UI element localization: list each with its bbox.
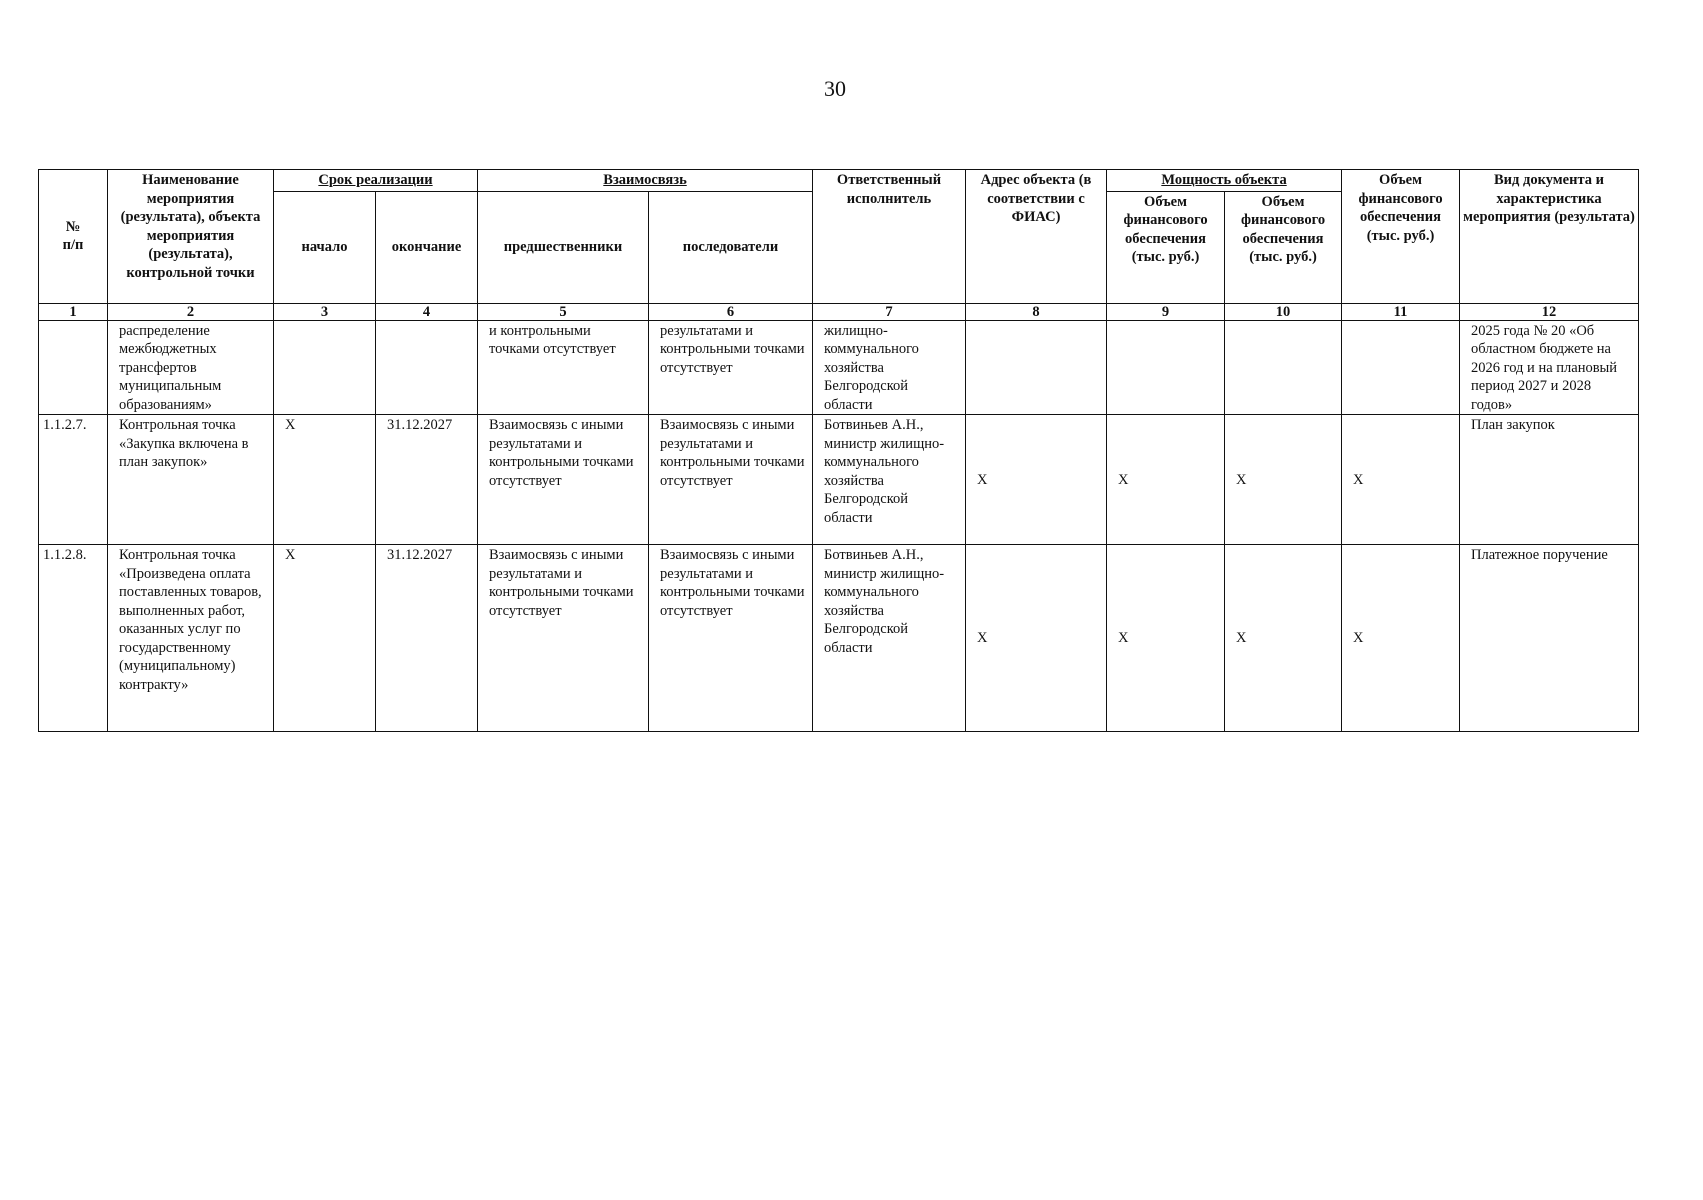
- row-doc: План закупок: [1460, 415, 1639, 545]
- row-name: Контрольная точка «Закупка включена в план закупок»: [108, 415, 274, 545]
- col-number: 2: [108, 303, 274, 320]
- col-number: 1: [39, 303, 108, 320]
- header-name: Наименование мероприятия (результата), объекта мероприятия (результата), контрольной точки: [108, 170, 274, 304]
- row-start: [274, 320, 376, 415]
- row-num: 1.1.2.7.: [39, 415, 108, 545]
- row-finance: X: [1342, 415, 1460, 545]
- row-succ: Взаимосвязь с иными результатами и контрольными точками отсутствует: [649, 415, 813, 545]
- row-doc: 2025 года № 20 «Об областном бюджете на 2026 год и на плановый период 2027 и 2028 годов»: [1460, 320, 1639, 415]
- row-finance: X: [1342, 545, 1460, 732]
- row-name: распределение межбюджетных трансфертов муниципальным образованиям»: [108, 320, 274, 415]
- header-num: № п/п: [39, 170, 108, 304]
- row-num: 1.1.2.8.: [39, 545, 108, 732]
- page-number: 30: [824, 76, 846, 101]
- row-address: X: [966, 415, 1107, 545]
- row-name: Контрольная точка «Произведена оплата поставленных товаров, выполненных работ, оказанных услуг по государственному (муниципальному) контракту»: [108, 545, 274, 732]
- row-pred: Взаимосвязь с иными результатами и контрольными точками отсутствует: [478, 415, 649, 545]
- header-link-group: Взаимосвязь: [478, 170, 813, 192]
- header-capacity-b: Объем финансового обеспечения (тыс. руб.): [1225, 191, 1342, 303]
- header-capacity-group: Мощность объекта: [1107, 170, 1342, 192]
- table-row: [39, 545, 1639, 732]
- header-responsible: Ответственный исполнитель: [813, 170, 966, 304]
- row-address: [966, 320, 1107, 415]
- col-number: 5: [478, 303, 649, 320]
- table-row: [39, 320, 1639, 415]
- header-finance: Объем финансового обеспечения (тыс. руб.): [1342, 170, 1460, 304]
- row-succ: результатами и контрольными точками отсутствует: [649, 320, 813, 415]
- row-finance: [1342, 320, 1460, 415]
- row-cap-a: X: [1107, 545, 1225, 732]
- row-cap-a: [1107, 320, 1225, 415]
- header-doc-type: Вид документа и характеристика мероприятия (результата): [1460, 170, 1639, 304]
- row-address: X: [966, 545, 1107, 732]
- col-number: 10: [1225, 303, 1342, 320]
- row-pred: и контрольными точками отсутствует: [478, 320, 649, 415]
- row-end: [376, 320, 478, 415]
- col-number: 9: [1107, 303, 1225, 320]
- row-pred: Взаимосвязь с иными результатами и контрольными точками отсутствует: [478, 545, 649, 732]
- row-end: 31.12.2027: [376, 415, 478, 545]
- col-number: 11: [1342, 303, 1460, 320]
- row-end: 31.12.2027: [376, 545, 478, 732]
- row-cap-b: X: [1225, 545, 1342, 732]
- header-term-end: окончание: [376, 191, 478, 303]
- header-capacity-a: Объем финансового обеспечения (тыс. руб.): [1107, 191, 1225, 303]
- row-cap-b: X: [1225, 415, 1342, 545]
- row-responsible: Ботвиньев А.Н., министр жилищно-коммунального хозяйства Белгородской области: [813, 545, 966, 732]
- row-responsible: жилищно-коммунального хозяйства Белгородской области: [813, 320, 966, 415]
- row-num: [39, 320, 108, 415]
- col-number: 4: [376, 303, 478, 320]
- header-link-pred: предшественники: [478, 191, 649, 303]
- col-number: 7: [813, 303, 966, 320]
- row-start: X: [274, 415, 376, 545]
- header-term-start: начало: [274, 191, 376, 303]
- row-start: X: [274, 545, 376, 732]
- header-term-group: Срок реализации: [274, 170, 478, 192]
- col-number: 3: [274, 303, 376, 320]
- row-cap-a: X: [1107, 415, 1225, 545]
- row-doc: Платежное поручение: [1460, 545, 1639, 732]
- header-row-top: [39, 170, 1639, 192]
- header-link-succ: последователи: [649, 191, 813, 303]
- results-table: [38, 169, 1639, 732]
- row-responsible: Ботвиньев А.Н., министр жилищно-коммунального хозяйства Белгородской области: [813, 415, 966, 545]
- col-number: 12: [1460, 303, 1639, 320]
- header-address: Адрес объекта (в соответствии с ФИАС): [966, 170, 1107, 304]
- column-numbers-row: [39, 303, 1639, 320]
- col-number: 6: [649, 303, 813, 320]
- row-succ: Взаимосвязь с иными результатами и контрольными точками отсутствует: [649, 545, 813, 732]
- row-cap-b: [1225, 320, 1342, 415]
- col-number: 8: [966, 303, 1107, 320]
- table-row: [39, 415, 1639, 545]
